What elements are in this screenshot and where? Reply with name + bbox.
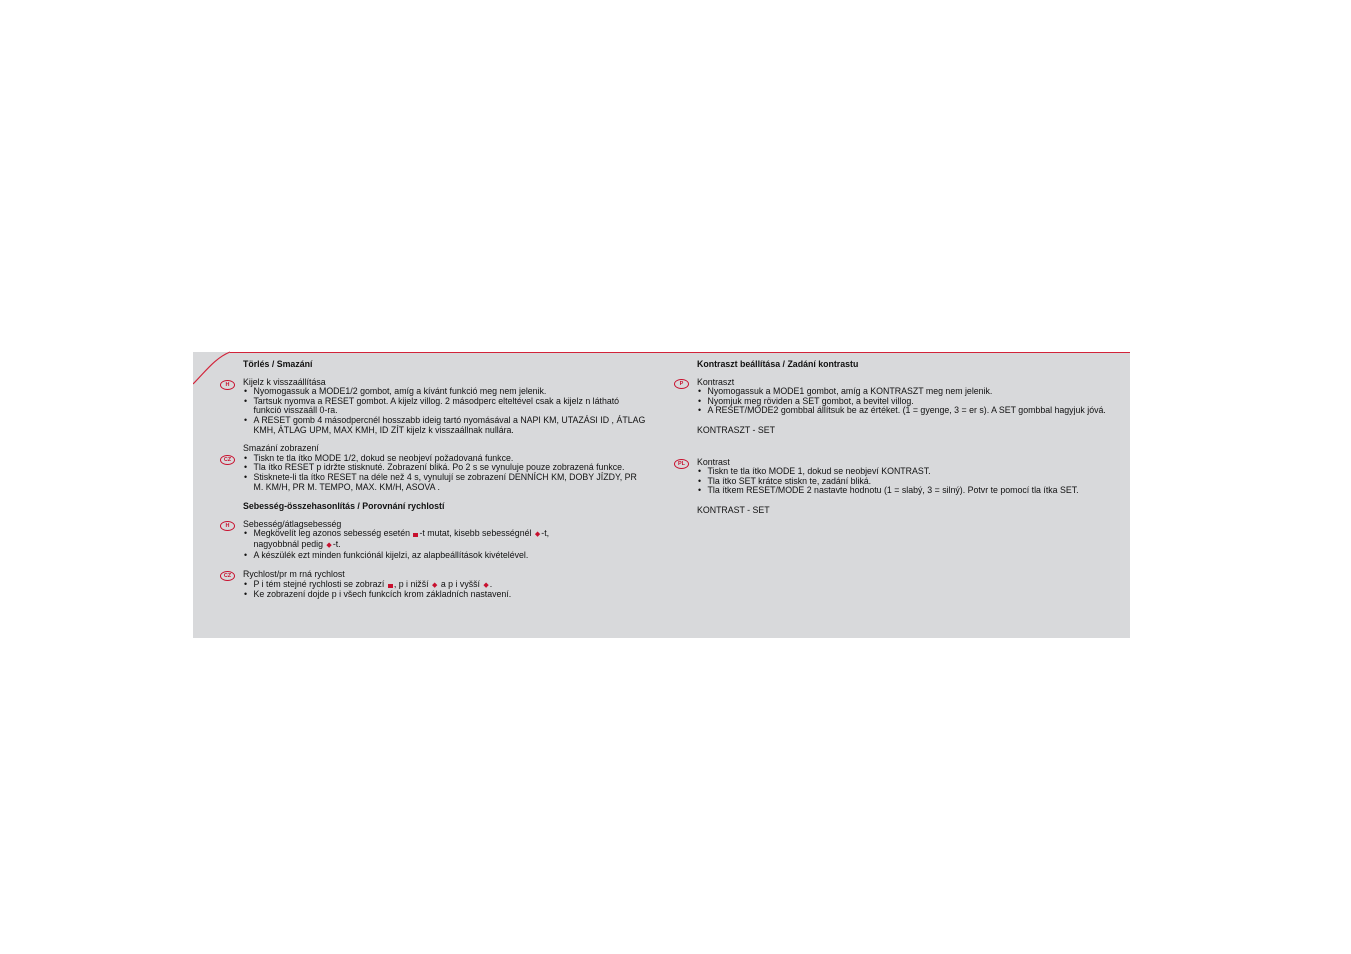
list-item: • Ke zobrazení dojde p i všech funkcích krom základních nastavení. (243, 590, 648, 600)
section-hu-reset (225, 376, 648, 436)
flag-hu-icon: H (220, 380, 235, 390)
section-hu-speed (225, 518, 648, 560)
heading-torles: Törlés / Smazání (243, 359, 313, 369)
section-cz-speed (223, 569, 648, 600)
bullet-list (697, 467, 1117, 496)
list-item: • A készülék ezt minden funkciónál kijelzi, az alapbeállítások kivételével. (243, 551, 648, 561)
list-item: • Megkövelít leg azonos sebesség esetén -t mutat, kisebb sebességnél ◆-t, nagyobbnál pedig ◆-t. (243, 529, 648, 550)
left-column (223, 359, 648, 600)
section-title: Smazání zobrazení (243, 443, 319, 454)
list-item: • Nyomogassuk a MODE1 gombot, amíg a KONTRASZT meg nem jelenik. (697, 387, 1117, 397)
section-title: Sebesség/átlagsebesség (243, 518, 342, 529)
bullet-list (243, 529, 648, 560)
list-item: • P i tém stejné rychlosti se zobrazí , p i nižší ◆ a p i vyšší ◆. (243, 580, 648, 591)
section-hu-contrast (679, 376, 1117, 436)
equal-speed-icon (413, 533, 418, 537)
arrow-up-icon: ◆ (483, 581, 489, 589)
heading-contrast: Kontraszt beállítása / Zadání kontrastu (697, 359, 859, 369)
list-item: • Nyomogassuk a MODE1/2 gombot, amíg a kívánt funkció meg nem jelenik. (243, 387, 648, 397)
flag-hu-icon: H (220, 521, 235, 531)
list-item: • Stisknete-li tla ítko RESET na déle než 4 s, vynulují se zobrazení DENNÍCH KM, DOBY JÍZDY, PR M. KM/H, PR M. TEMPO, MAX. KM/H, ASOVA . (243, 473, 648, 492)
list-item: • Tiskn te tla ítko MODE 1, dokud se neobjeví KONTRAST. (697, 467, 1117, 477)
section-title: Kontrast (697, 456, 730, 467)
list-item: • Tla ítko RESET p idržte stisknuté. Zobrazení bliká. Po 2 s se vynuluje pouze zobrazená funkce. (243, 463, 648, 473)
list-item: • A RESET/MODE2 gombbal állítsuk be az értéket. (1 = gyenge, 3 = er s). A SET gombbal hagyjuk jóvá. (697, 406, 1117, 416)
section-cz-reset (223, 443, 648, 492)
right-column (677, 359, 1117, 516)
arrow-down-icon: ◆ (432, 581, 438, 589)
contrast-footer: KONTRASZT - SET (697, 424, 776, 435)
section-title: Kontraszt (697, 376, 735, 387)
list-item: • Tiskn te tla ítko MODE 1/2, dokud se neobjeví požadovaná funkce. (243, 454, 648, 464)
section-title: Kijelz k visszaállítása (243, 376, 326, 387)
contrast-footer: KONTRAST - SET (697, 504, 770, 515)
flag-pl-icon: PL (674, 459, 689, 469)
flag-cz-icon: CZ (220, 455, 235, 465)
red-header-line (230, 352, 1130, 353)
section-pl-contrast (677, 456, 1117, 516)
list-item: • A RESET gomb 4 másodpercnél hosszabb ideig tartó nyomásával a NAPI KM, UTAZÁSI ID , ÁTLAG KMH, ÁTLAG UPM, MAX KMH, ID ZÍT kijelz k visszaállnak nullára. (243, 416, 648, 435)
flag-p-icon: P (674, 379, 689, 389)
equal-speed-icon (388, 584, 393, 588)
flag-cz-icon: CZ (220, 571, 235, 581)
bullet-list (243, 454, 648, 492)
bullet-list (243, 580, 648, 600)
bullet-list (697, 387, 1117, 416)
arrow-down-icon: ◆ (534, 531, 541, 539)
list-item: • Tla ítkem RESET/MODE 2 nastavte hodnotu (1 = slabý, 3 = silný). Potvr te pomocí tla ítka SET. (697, 486, 1117, 496)
list-item: • Tartsuk nyomva a RESET gombot. A kijelz villog. 2 másodperc elteltével csak a kijelz n látható funkció visszaáll 0-ra. (243, 397, 648, 416)
bullet-list (243, 387, 648, 435)
arrow-up-icon: ◆ (326, 541, 332, 549)
list-item: • Nyomjuk meg röviden a SET gombot, a bevitel villog. (697, 397, 1117, 407)
section-title: Rychlost/pr m rná rychlost (243, 569, 345, 580)
heading-speed-compare: Sebesség-összehasonlítás / Porovnání rychlostí (243, 501, 445, 512)
list-item: • Tla ítko SET krátce stiskn te, zadání bliká. (697, 477, 1117, 487)
